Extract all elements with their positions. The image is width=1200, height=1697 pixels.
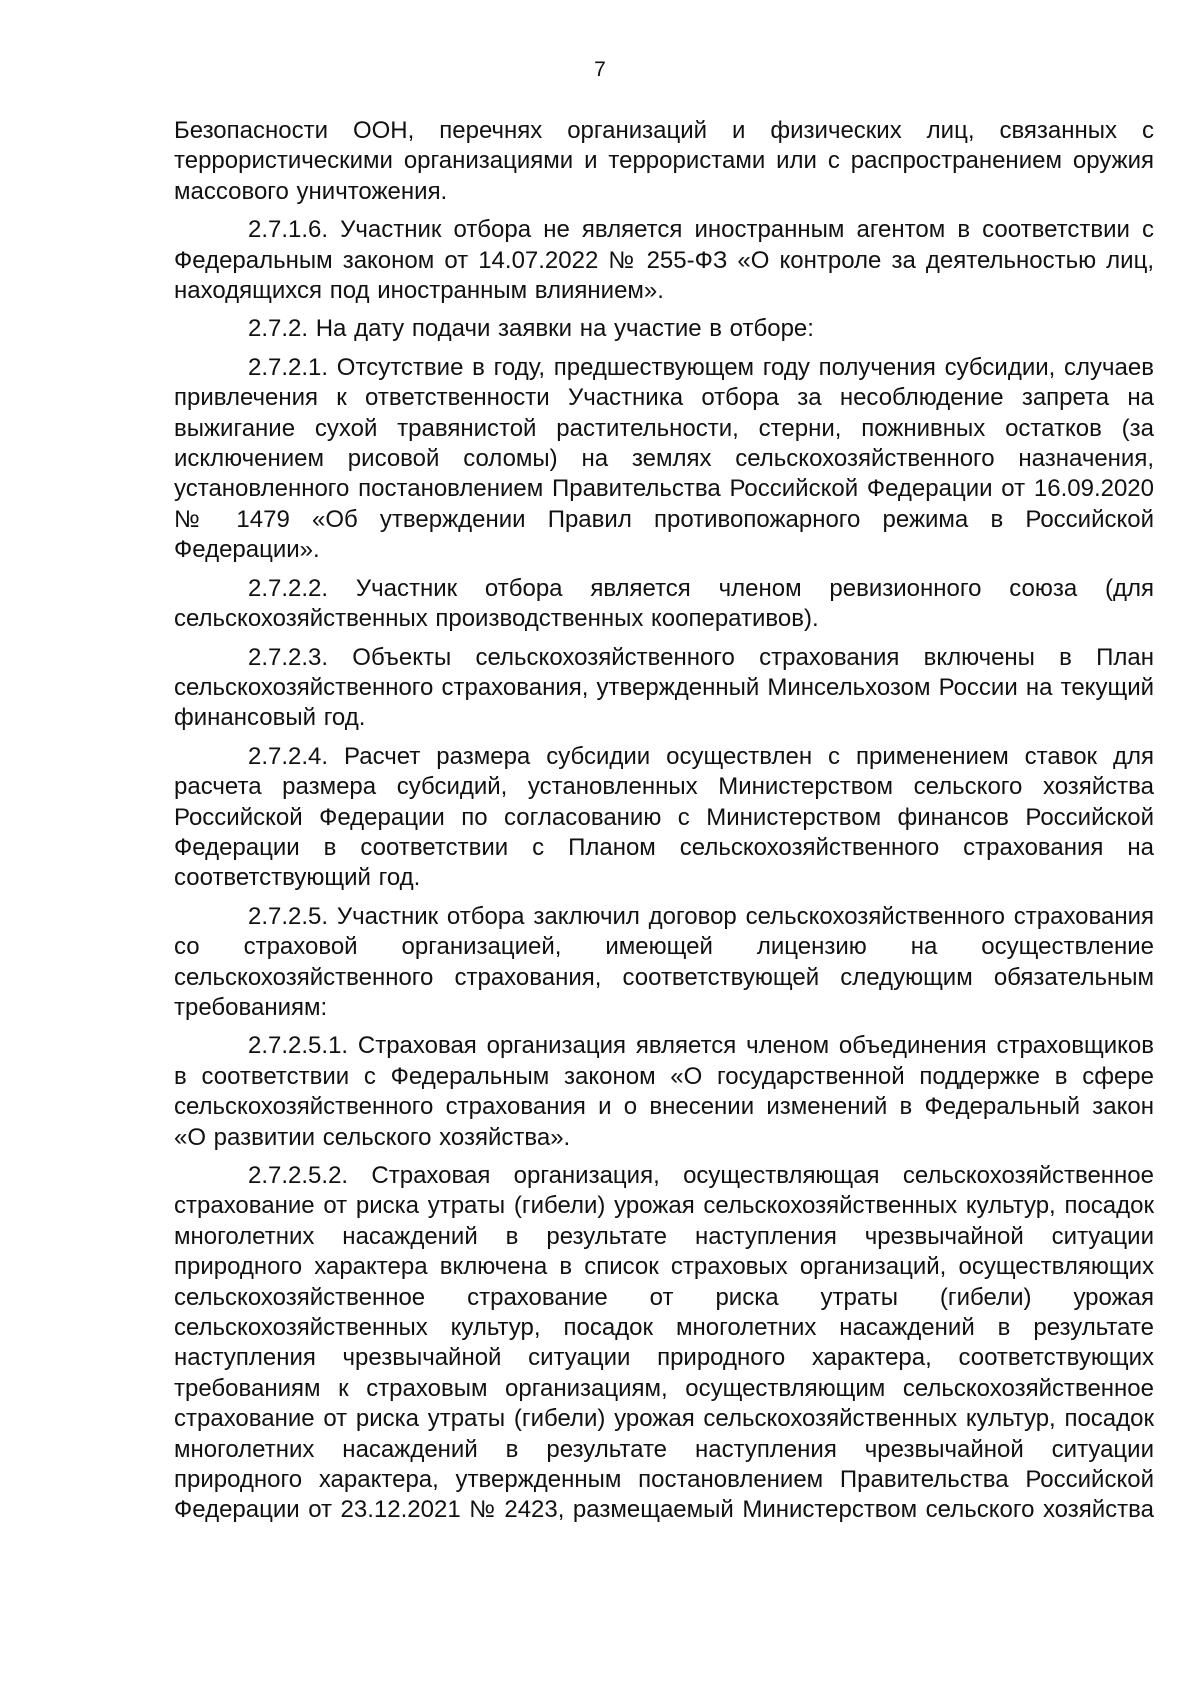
paragraph-2-7-2-4: 2.7.2.4. Расчет размера субсидии осуществлен с применением ставок для расчета размера субсидий, установленных Министерством сельского хозяйства Российской Федерации по согласованию с Министерством финансов Российской Федерации в соответствии с Планом сельскохозяйственного страхования на соответствующий год. [174, 742, 1154, 892]
paragraph-2-7-2-5-1: 2.7.2.5.1. Страховая организация является членом объединения страховщиков в соответствии с Федеральным законом «О государственной поддержке в сфере сельскохозяйственного страхования и о внесении изменений в Федеральный закон «О развитии сельского хозяйства». [174, 1032, 1154, 1151]
paragraph-2-7-2-5-2: 2.7.2.5.2. Страховая организация, осуществляющая сельскохозяйственное страхование от риска утраты (гибели) урожая сельскохозяйственных культур, посадок многолетних насаждений в результате наступления чрезвычайной ситуации природного характера включена в список страховых организаций, осуществляющих сельскохозяйственное страхование от риска утраты (гибели) урожая сельскохозяйственных культур, посадок многолетних насаждений в результате наступления чрезвычайной ситуации природного характера, соответствующих требованиям к страховым организациям, осуществляющим сельскохозяйственное страхование от риска утраты (гибели) урожая сельскохозяйственных культур, посадок многолетних насаждений в результате наступления чрезвычайной ситуации природного характера, утвержденным постановлением Правительства Российской Федерации от 23.12.2021 № 2423, размещаемый Министерством сельского хозяйства [174, 1162, 1154, 1524]
paragraph-2-7-2-3: 2.7.2.3. Объекты сельскохозяйственного страхования включены в План сельскохозяйственного страхования, утвержденный Минсельхозом России на текущий финансовый год. [174, 643, 1154, 732]
paragraph-continuation: Безопасности ООН, перечнях организаций и физических лиц, связанных с террористическими организациями и террористами или с распространением оружия массового уничтожения. [174, 117, 1154, 205]
paragraph-2-7-2-1: 2.7.2.1. Отсутствие в году, предшествующем году получения субсидии, случаев привлечения к ответственности Участника отбора за несоблюдение запрета на выжигание сухой травянистой растительности, стерни, пожнивных остатков (за исключением рисовой соломы) на землях сельскохозяйственного назначения, установленного постановлением Правительства Российской Федерации от 16.09.2020 № 1479 «Об утверждении Правил противопожарного режима в Российской Федерации». [174, 353, 1154, 564]
page-number: 7 [594, 58, 606, 81]
paragraph-2-7-2-5: 2.7.2.5. Участник отбора заключил договор сельскохозяйственного страхования со страховой организацией, имеющей лицензию на осуществление сельскохозяйственного страхования, соответствующей следующим обязательным требованиям: [174, 902, 1154, 1021]
paragraph-2-7-2: 2.7.2. На дату подачи заявки на участие в отборе: [248, 315, 814, 343]
paragraph-2-7-2-2: 2.7.2.2. Участник отбора является членом ревизионного союза (для сельскохозяйственных производственных кооперативов). [174, 574, 1154, 633]
paragraph-2-7-1-6: 2.7.1.6. Участник отбора не является иностранным агентом в соответствии с Федеральным законом от 14.07.2022 № 255-ФЗ «О контроле за деятельностью лиц, находящихся под иностранным влиянием». [174, 216, 1154, 305]
document-body [174, 116, 1154, 1534]
